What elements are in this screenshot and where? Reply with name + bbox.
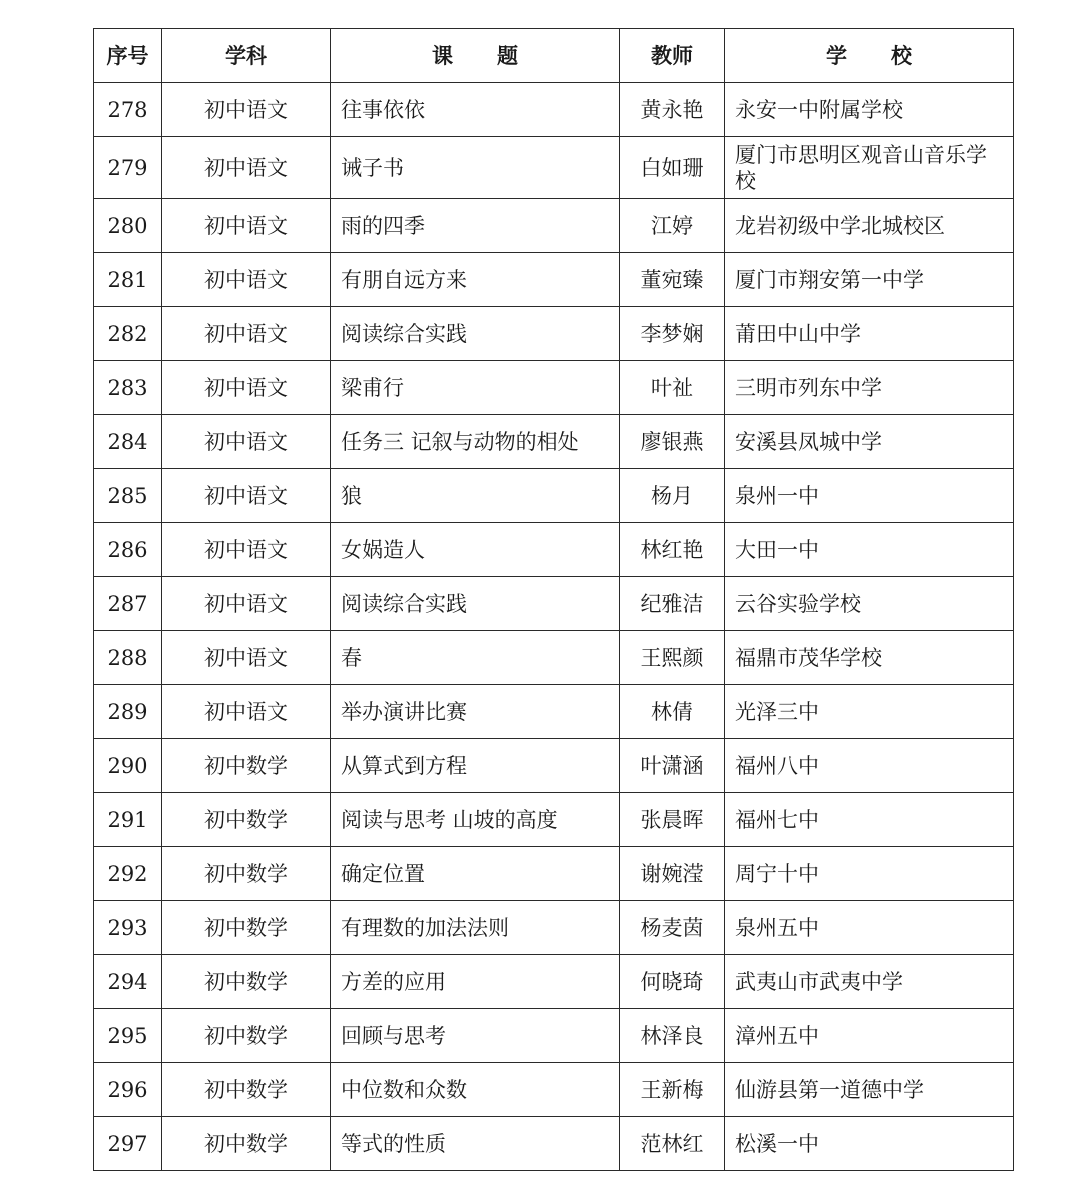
cell-teacher: 白如珊 xyxy=(620,137,725,199)
cell-teacher: 叶祉 xyxy=(620,361,725,415)
cell-teacher: 纪雅洁 xyxy=(620,577,725,631)
cell-school: 厦门市翔安第一中学 xyxy=(725,253,1014,307)
header-school-label: 学校 xyxy=(826,42,956,68)
table-row xyxy=(94,685,1014,739)
cell-teacher: 何晓琦 xyxy=(620,955,725,1009)
cell-num: 290 xyxy=(94,739,162,793)
cell-subject: 初中语文 xyxy=(162,685,331,739)
cell-school: 泉州一中 xyxy=(725,469,1014,523)
table-body xyxy=(94,83,1014,1171)
cell-teacher: 杨月 xyxy=(620,469,725,523)
table-row xyxy=(94,901,1014,955)
cell-subject: 初中语文 xyxy=(162,199,331,253)
cell-topic: 梁甫行 xyxy=(331,361,620,415)
cell-subject: 初中语文 xyxy=(162,361,331,415)
cell-teacher: 谢婉滢 xyxy=(620,847,725,901)
cell-teacher: 王新梅 xyxy=(620,1063,725,1117)
table-row xyxy=(94,469,1014,523)
cell-school: 仙游县第一道德中学 xyxy=(725,1063,1014,1117)
cell-num: 287 xyxy=(94,577,162,631)
cell-topic: 阅读综合实践 xyxy=(331,577,620,631)
cell-school: 莆田中山中学 xyxy=(725,307,1014,361)
cell-num: 284 xyxy=(94,415,162,469)
cell-topic: 阅读与思考 山坡的高度 xyxy=(331,793,620,847)
cell-teacher: 黄永艳 xyxy=(620,83,725,137)
cell-topic: 狼 xyxy=(331,469,620,523)
cell-subject: 初中数学 xyxy=(162,847,331,901)
cell-teacher: 林倩 xyxy=(620,685,725,739)
cell-teacher: 叶潇涵 xyxy=(620,739,725,793)
cell-subject: 初中语文 xyxy=(162,631,331,685)
table-row xyxy=(94,199,1014,253)
cell-topic: 回顾与思考 xyxy=(331,1009,620,1063)
cell-subject: 初中语文 xyxy=(162,307,331,361)
cell-teacher: 江婷 xyxy=(620,199,725,253)
cell-num: 281 xyxy=(94,253,162,307)
cell-subject: 初中语文 xyxy=(162,83,331,137)
cell-school: 龙岩初级中学北城校区 xyxy=(725,199,1014,253)
cell-school: 大田一中 xyxy=(725,523,1014,577)
cell-topic: 往事依依 xyxy=(331,83,620,137)
cell-topic: 阅读综合实践 xyxy=(331,307,620,361)
cell-subject: 初中数学 xyxy=(162,1009,331,1063)
header-teacher: 教师 xyxy=(620,29,725,83)
cell-school: 光泽三中 xyxy=(725,685,1014,739)
cell-subject: 初中数学 xyxy=(162,955,331,1009)
cell-num: 293 xyxy=(94,901,162,955)
table-row xyxy=(94,415,1014,469)
cell-subject: 初中语文 xyxy=(162,137,331,199)
cell-num: 285 xyxy=(94,469,162,523)
cell-num: 292 xyxy=(94,847,162,901)
lesson-table xyxy=(93,28,1014,1171)
cell-num: 279 xyxy=(94,137,162,199)
cell-topic: 从算式到方程 xyxy=(331,739,620,793)
table-row xyxy=(94,361,1014,415)
table-row xyxy=(94,793,1014,847)
table-row xyxy=(94,83,1014,137)
cell-topic: 举办演讲比赛 xyxy=(331,685,620,739)
table-row xyxy=(94,523,1014,577)
table-row xyxy=(94,253,1014,307)
cell-school: 厦门市思明区观音山音乐学校 xyxy=(725,137,1014,199)
cell-topic: 春 xyxy=(331,631,620,685)
header-topic xyxy=(331,29,620,83)
cell-school: 漳州五中 xyxy=(725,1009,1014,1063)
cell-teacher: 范林红 xyxy=(620,1117,725,1171)
cell-topic: 有理数的加法法则 xyxy=(331,901,620,955)
table-row xyxy=(94,1117,1014,1171)
cell-topic: 雨的四季 xyxy=(331,199,620,253)
header-subject: 学科 xyxy=(162,29,331,83)
cell-subject: 初中数学 xyxy=(162,1117,331,1171)
cell-subject: 初中数学 xyxy=(162,1063,331,1117)
cell-topic: 有朋自远方来 xyxy=(331,253,620,307)
cell-school: 松溪一中 xyxy=(725,1117,1014,1171)
cell-subject: 初中语文 xyxy=(162,577,331,631)
cell-topic: 女娲造人 xyxy=(331,523,620,577)
cell-num: 278 xyxy=(94,83,162,137)
cell-num: 297 xyxy=(94,1117,162,1171)
cell-num: 289 xyxy=(94,685,162,739)
header-num: 序号 xyxy=(94,29,162,83)
cell-subject: 初中语文 xyxy=(162,523,331,577)
cell-topic: 诫子书 xyxy=(331,137,620,199)
cell-school: 福州七中 xyxy=(725,793,1014,847)
cell-school: 周宁十中 xyxy=(725,847,1014,901)
header-topic-label: 课题 xyxy=(432,42,562,68)
cell-school: 永安一中附属学校 xyxy=(725,83,1014,137)
cell-school: 武夷山市武夷中学 xyxy=(725,955,1014,1009)
cell-teacher: 张晨晖 xyxy=(620,793,725,847)
cell-num: 291 xyxy=(94,793,162,847)
table-row xyxy=(94,955,1014,1009)
table-row xyxy=(94,307,1014,361)
cell-topic: 方差的应用 xyxy=(331,955,620,1009)
table-row xyxy=(94,739,1014,793)
cell-school: 三明市列东中学 xyxy=(725,361,1014,415)
table-row xyxy=(94,847,1014,901)
cell-teacher: 王熙颜 xyxy=(620,631,725,685)
table-row xyxy=(94,631,1014,685)
cell-topic: 任务三 记叙与动物的相处 xyxy=(331,415,620,469)
cell-teacher: 林红艳 xyxy=(620,523,725,577)
cell-teacher: 杨麦茵 xyxy=(620,901,725,955)
header-school xyxy=(725,29,1014,83)
cell-subject: 初中语文 xyxy=(162,253,331,307)
cell-school: 泉州五中 xyxy=(725,901,1014,955)
cell-subject: 初中数学 xyxy=(162,793,331,847)
cell-num: 294 xyxy=(94,955,162,1009)
table-row xyxy=(94,1063,1014,1117)
cell-teacher: 李梦娴 xyxy=(620,307,725,361)
cell-teacher: 林泽良 xyxy=(620,1009,725,1063)
cell-subject: 初中数学 xyxy=(162,901,331,955)
table-header-row xyxy=(94,29,1014,83)
cell-num: 288 xyxy=(94,631,162,685)
cell-topic: 中位数和众数 xyxy=(331,1063,620,1117)
table-row xyxy=(94,577,1014,631)
cell-subject: 初中语文 xyxy=(162,469,331,523)
cell-num: 295 xyxy=(94,1009,162,1063)
table-row xyxy=(94,137,1014,199)
cell-num: 286 xyxy=(94,523,162,577)
table-row xyxy=(94,1009,1014,1063)
cell-num: 280 xyxy=(94,199,162,253)
cell-num: 296 xyxy=(94,1063,162,1117)
cell-topic: 确定位置 xyxy=(331,847,620,901)
cell-topic: 等式的性质 xyxy=(331,1117,620,1171)
cell-school: 云谷实验学校 xyxy=(725,577,1014,631)
cell-num: 282 xyxy=(94,307,162,361)
cell-school: 安溪县凤城中学 xyxy=(725,415,1014,469)
cell-teacher: 廖银燕 xyxy=(620,415,725,469)
cell-subject: 初中语文 xyxy=(162,415,331,469)
cell-school: 福鼎市茂华学校 xyxy=(725,631,1014,685)
cell-school: 福州八中 xyxy=(725,739,1014,793)
cell-teacher: 董宛臻 xyxy=(620,253,725,307)
cell-num: 283 xyxy=(94,361,162,415)
cell-subject: 初中数学 xyxy=(162,739,331,793)
